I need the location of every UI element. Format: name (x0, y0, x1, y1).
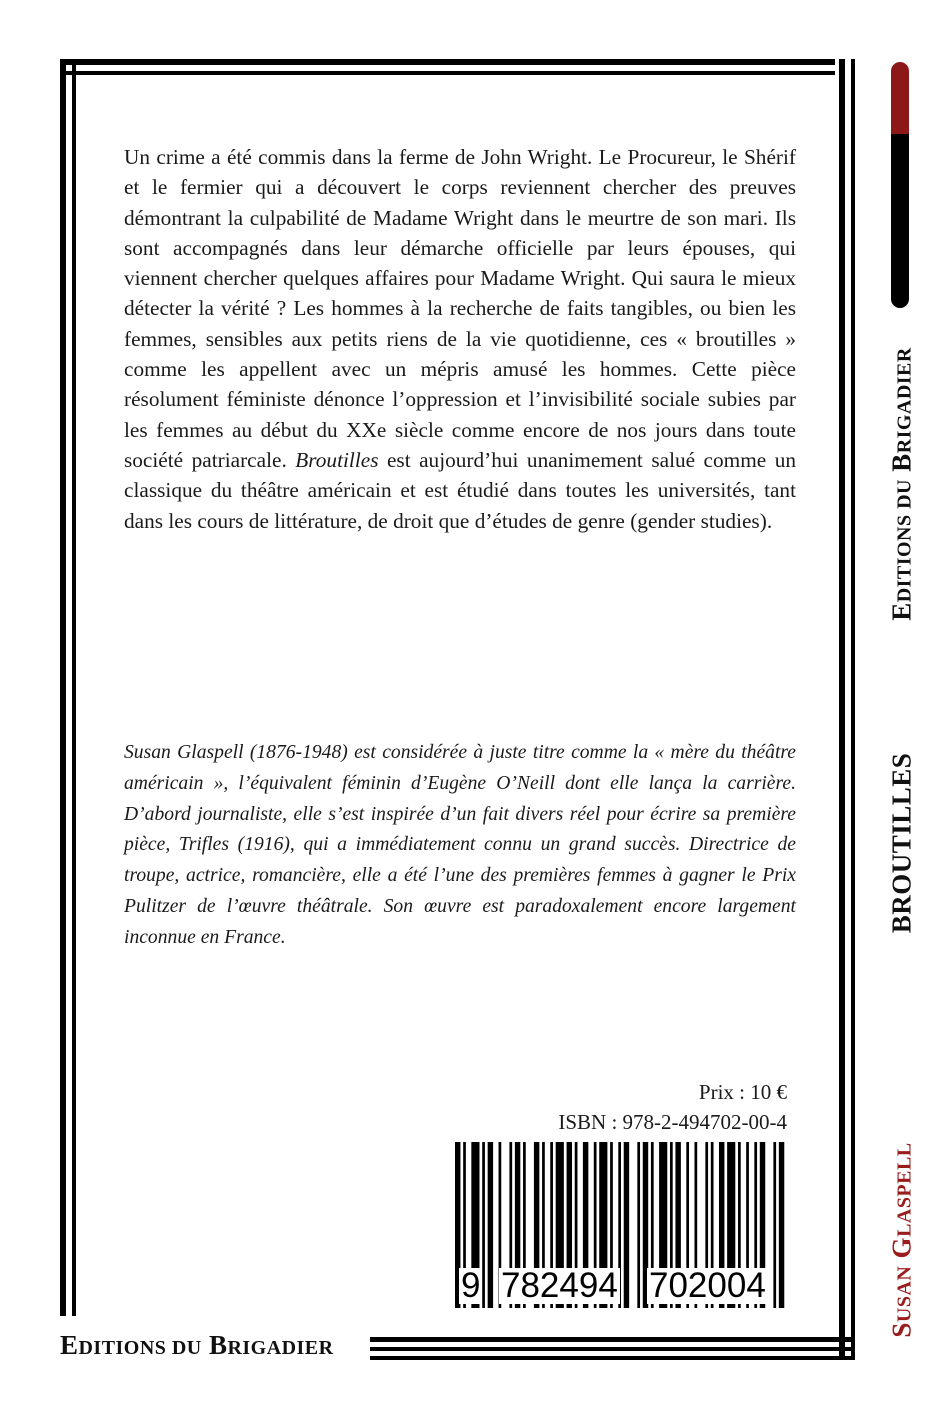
frame-left-line-1 (60, 59, 66, 1316)
frame-top-line-1 (60, 59, 835, 65)
publisher-initial-2: B (208, 1330, 228, 1360)
frame-top-line-2 (60, 71, 835, 75)
publisher-word-2: RIGADIER (227, 1337, 334, 1359)
frame-right-line-2 (851, 59, 855, 1359)
barcode-digit-group-2: 702004 (649, 1266, 766, 1305)
barcode-digit-lead: 9 (461, 1266, 481, 1305)
spine-author-last: LASPELL (893, 1142, 916, 1237)
publisher-initial-1: E (60, 1330, 79, 1360)
isbn: ISBN : 978-2-494702-00-4 (558, 1110, 787, 1134)
spine-logo-mark (891, 62, 909, 308)
back-cover-blurb (124, 142, 796, 536)
spine-publisher-initial-1: E (886, 602, 917, 621)
spine-publisher-initial-2: B (886, 453, 917, 472)
author-bio: Susan Glaspell (1876-1948) est considérée à juste titre comme la « mère du théâtre américain », l’équivalent féminin d’Eugène O’Neill dont elle lança la carrière. D’abord journaliste, elle s’est inspirée d’un fait divers réel pour écrire sa première pièce, Trifles (1916), qui a immédiatement connu un grand succès. Directrice de troupe, actrice, romancière, elle a été l’une des premières femmes à gagner le Prix Pulitzer de l’œuvre théâtrale. Son œuvre est paradoxalement encore largement inconnue en France. (124, 742, 796, 948)
frame-right-line-1 (839, 59, 845, 1359)
spine-publisher (887, 347, 918, 621)
frame-bottom-line-2 (370, 1347, 855, 1351)
frame-bottom-line-1 (370, 1337, 855, 1342)
publisher-footer (60, 1330, 334, 1361)
spine-author-first: USAN (893, 1265, 916, 1323)
spine-publisher-word-2: RIGADIER (893, 347, 916, 454)
blurb-title-italic: Broutilles (295, 447, 379, 472)
publisher-word-1: DITIONS DU (78, 1337, 202, 1359)
price: Prix : 10 € (698, 1080, 787, 1104)
barcode-digits (455, 1266, 787, 1308)
blurb-text-part1: Un crime a été commis dans la ferme de John Wright. Le Procureur, le Shérif et le fermier qui a découvert le corps reviennent chercher des preuves démontrant la culpabilité de Madame Wright dans le meurtre de son mari. Ils sont accompagnés dans leur démarche officielle par leurs épouses, qui viennent chercher quelques affaires pour Madame Wright. Qui saura le mieux détecter la vérité ? Les hommes à la recherche de faits tangibles, ou bien les femmes, sensibles aux petits riens de la vie quotidienne, ces « broutilles » comme les appellent avec un mépris amusé les hommes. Cette pièce résolument féministe dénonce l’oppression et l’invisibilité sociale subies par les femmes au début du XXe siècle comme encore de nos jours dans toute société patriarcale. (124, 145, 796, 472)
spine-author (887, 1142, 918, 1337)
spine-publisher-word-1: DITIONS DU (893, 479, 916, 603)
frame-bottom-line-3 (370, 1356, 855, 1360)
spine-author-initial-2: G (886, 1236, 917, 1259)
spine-title: BROUTILLES (886, 752, 917, 934)
spine-author-initial-1: S (886, 1322, 917, 1338)
blurb-text-part2: est aujourd’hui unanimement salué comme un classique du théâtre américain et est étudié dans toutes les universités, tant dans les cours de littérature, de droit que d’études de genre (gender studies). (124, 447, 797, 533)
frame-left-line-2 (72, 59, 76, 1316)
barcode-digit-group-1: 782494 (501, 1266, 618, 1305)
